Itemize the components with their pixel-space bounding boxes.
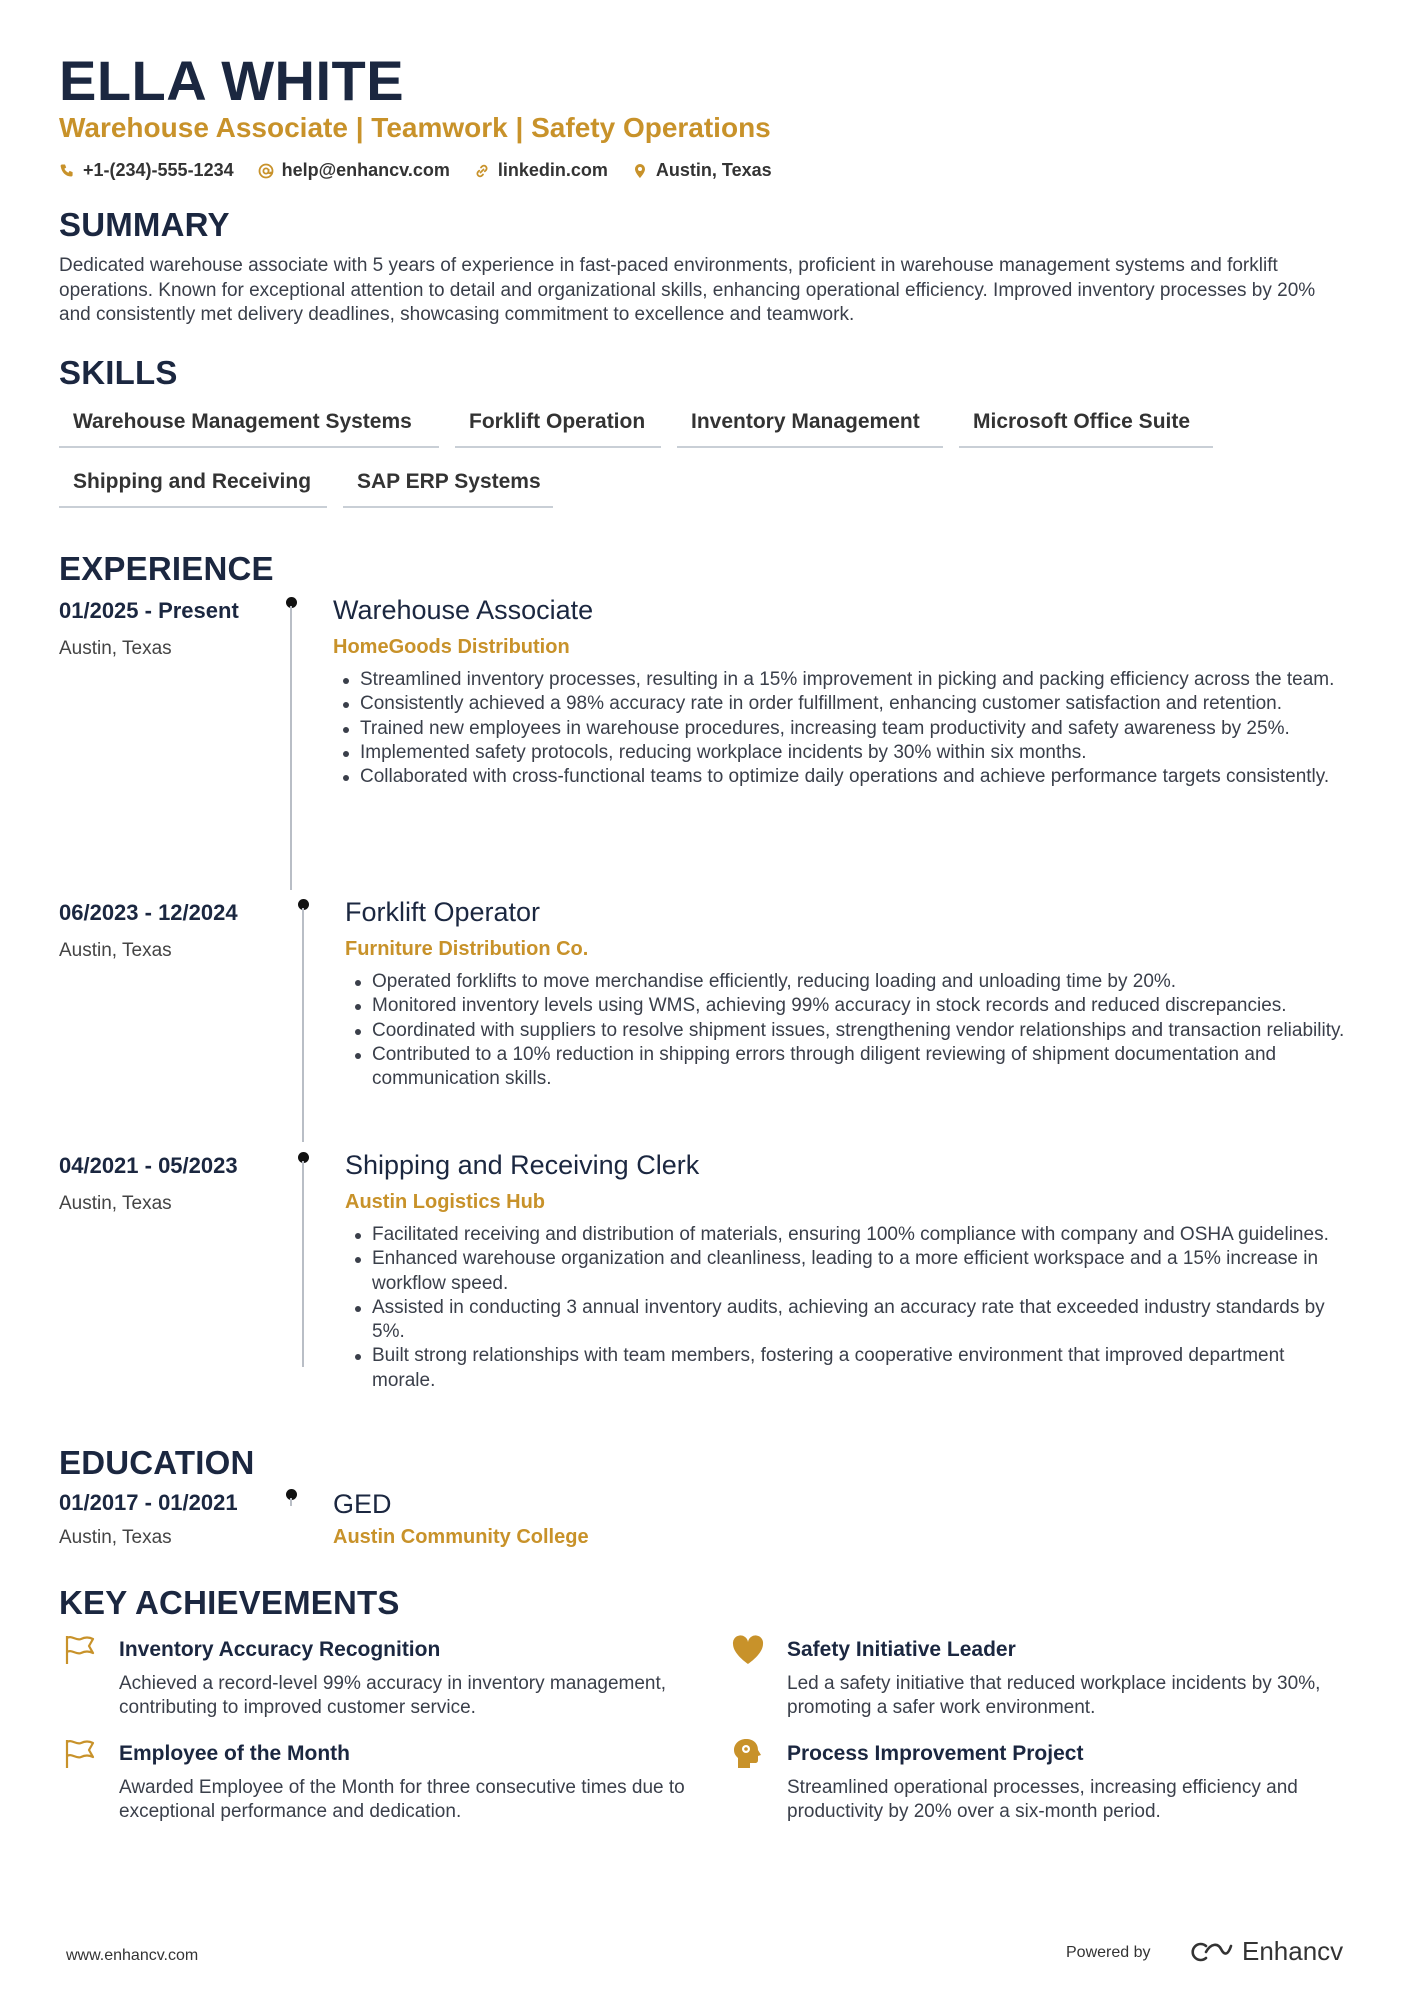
phone-icon	[59, 163, 75, 179]
contact-bar	[59, 160, 772, 181]
contact-linkedin-text: linkedin.com	[497, 160, 608, 180]
skill-tag: Microsoft Office Suite	[959, 410, 1213, 448]
job-bullet: Consistently achieved a 98% accuracy rate in order fulfillment, enhancing customer satisfaction and retention.	[333, 692, 1353, 716]
job-bullet: Enhanced warehouse organization and cleanliness, leading to a more efficient workspace and a 15% increase in workflow speed.	[345, 1247, 1345, 1296]
achievement-description: Awarded Employee of the Month for three consecutive times due to exceptional performance and dedication.	[119, 1777, 685, 1823]
contact-linkedin[interactable]	[474, 160, 608, 181]
job-bullets	[345, 1223, 1345, 1393]
achievement-title: Safety Initiative Leader	[787, 1638, 1016, 1661]
job-title: Warehouse Associate	[333, 595, 594, 625]
timeline-line	[290, 1498, 292, 1506]
candidate-name: ELLA WHITE	[59, 49, 405, 112]
footer-brand[interactable]	[1188, 1936, 1343, 1967]
summary-heading: SUMMARY	[59, 206, 230, 243]
job-company: Furniture Distribution Co.	[345, 938, 589, 960]
job-date: 06/2023 - 12/2024	[59, 900, 238, 925]
achievements-heading: KEY ACHIEVEMENTS	[59, 1584, 400, 1621]
candidate-headline: Warehouse Associate | Teamwork | Safety Operations	[59, 112, 771, 143]
job-bullet: Streamlined inventory processes, resulting in a 15% improvement in picking and packing efficiency across the team.	[333, 668, 1353, 692]
contact-email-text: help@enhancv.com	[281, 160, 450, 180]
education-location: Austin, Texas	[59, 1527, 172, 1548]
link-icon	[474, 163, 490, 179]
contact-email[interactable]	[258, 160, 450, 181]
education-school: Austin Community College	[333, 1526, 589, 1548]
job-bullet: Monitored inventory levels using WMS, achieving 99% accuracy in stock records and reduced discrepancies.	[345, 994, 1365, 1018]
job-bullet: Implemented safety protocols, reducing workplace incidents by 30% within six months.	[333, 741, 1353, 765]
job-bullet: Contributed to a 10% reduction in shipping errors through diligent reviewing of shipment documentation and communication skills.	[345, 1043, 1365, 1092]
contact-location-text: Austin, Texas	[655, 160, 772, 180]
skill-tag: Inventory Management	[677, 410, 943, 448]
job-bullets	[333, 668, 1353, 789]
skill-tag: Shipping and Receiving	[59, 470, 327, 508]
job-company: HomeGoods Distribution	[333, 636, 570, 658]
job-bullet: Collaborated with cross-functional teams to optimize daily operations and achieve performance targets consistently.	[333, 765, 1353, 789]
job-company: Austin Logistics Hub	[345, 1191, 545, 1213]
footer-brand-name: Enhancv	[1242, 1936, 1344, 1966]
timeline-line	[302, 908, 304, 1142]
job-bullet: Coordinated with suppliers to resolve shipment issues, strengthening vendor relationships and transaction reliability.	[345, 1019, 1365, 1043]
job-date: 04/2021 - 05/2023	[59, 1153, 238, 1178]
job-title: Forklift Operator	[345, 897, 541, 927]
skills-heading: SKILLS	[59, 354, 178, 391]
summary-text: Dedicated warehouse associate with 5 years of experience in fast-paced environments, proficient in warehouse management systems and forklift operations. Known for exceptional attention to detail and organizational skills, enhancing operational efficiency. Improved inventory processes by 20% and consistently met delivery deadlines, showcasing commitment to excellence and teamwork.	[59, 255, 1316, 325]
education-date: 01/2017 - 01/2021	[59, 1490, 238, 1515]
at-icon	[258, 163, 274, 179]
job-bullet: Built strong relationships with team members, fostering a cooperative environment that improved department morale.	[345, 1344, 1345, 1393]
skill-tag: Forklift Operation	[455, 410, 661, 448]
footer-powered-by: Powered by	[1066, 1944, 1151, 1961]
education-heading: EDUCATION	[59, 1444, 255, 1481]
timeline-line	[290, 606, 292, 890]
flag-icon	[63, 1632, 99, 1668]
job-bullet: Facilitated receiving and distribution of materials, ensuring 100% compliance with company and OSHA guidelines.	[345, 1223, 1345, 1247]
achievement-description: Led a safety initiative that reduced workplace incidents by 30%, promoting a safer work environment.	[787, 1673, 1321, 1719]
heart-icon	[730, 1632, 766, 1668]
achievement-title: Process Improvement Project	[787, 1742, 1084, 1765]
footer-website[interactable]: www.enhancv.com	[66, 1947, 199, 1964]
job-location: Austin, Texas	[59, 1193, 172, 1214]
flag-icon	[63, 1736, 99, 1772]
education-degree: GED	[333, 1489, 392, 1519]
job-date: 01/2025 - Present	[59, 598, 239, 623]
location-pin-icon	[632, 163, 648, 179]
timeline-line	[302, 1161, 304, 1367]
achievement-title: Employee of the Month	[119, 1742, 350, 1765]
job-bullet: Trained new employees in warehouse procedures, increasing team productivity and safety awareness by 25%.	[333, 717, 1353, 741]
brain-head-icon	[730, 1736, 766, 1772]
job-bullets	[345, 970, 1365, 1091]
job-title: Shipping and Receiving Clerk	[345, 1150, 700, 1180]
skill-tag: SAP ERP Systems	[343, 470, 553, 508]
job-bullet: Assisted in conducting 3 annual inventory audits, achieving an accuracy rate that exceeded industry standards by 5%.	[345, 1296, 1345, 1345]
achievement-description: Achieved a record-level 99% accuracy in inventory management, contributing to improved customer service.	[119, 1673, 667, 1719]
contact-phone-text: +1-(234)-555-1234	[83, 160, 234, 180]
skill-tag: Warehouse Management Systems	[59, 410, 439, 448]
contact-phone[interactable]	[59, 160, 234, 181]
job-bullet: Operated forklifts to move merchandise efficiently, reducing loading and unloading time by 20%.	[345, 970, 1365, 994]
enhancv-logo-icon	[1188, 1940, 1236, 1964]
experience-heading: EXPERIENCE	[59, 550, 274, 587]
achievement-description: Streamlined operational processes, increasing efficiency and productivity by 20% over a six-month period.	[787, 1777, 1298, 1823]
job-location: Austin, Texas	[59, 940, 172, 961]
job-location: Austin, Texas	[59, 638, 172, 659]
contact-location	[632, 160, 772, 181]
achievement-title: Inventory Accuracy Recognition	[119, 1638, 441, 1661]
